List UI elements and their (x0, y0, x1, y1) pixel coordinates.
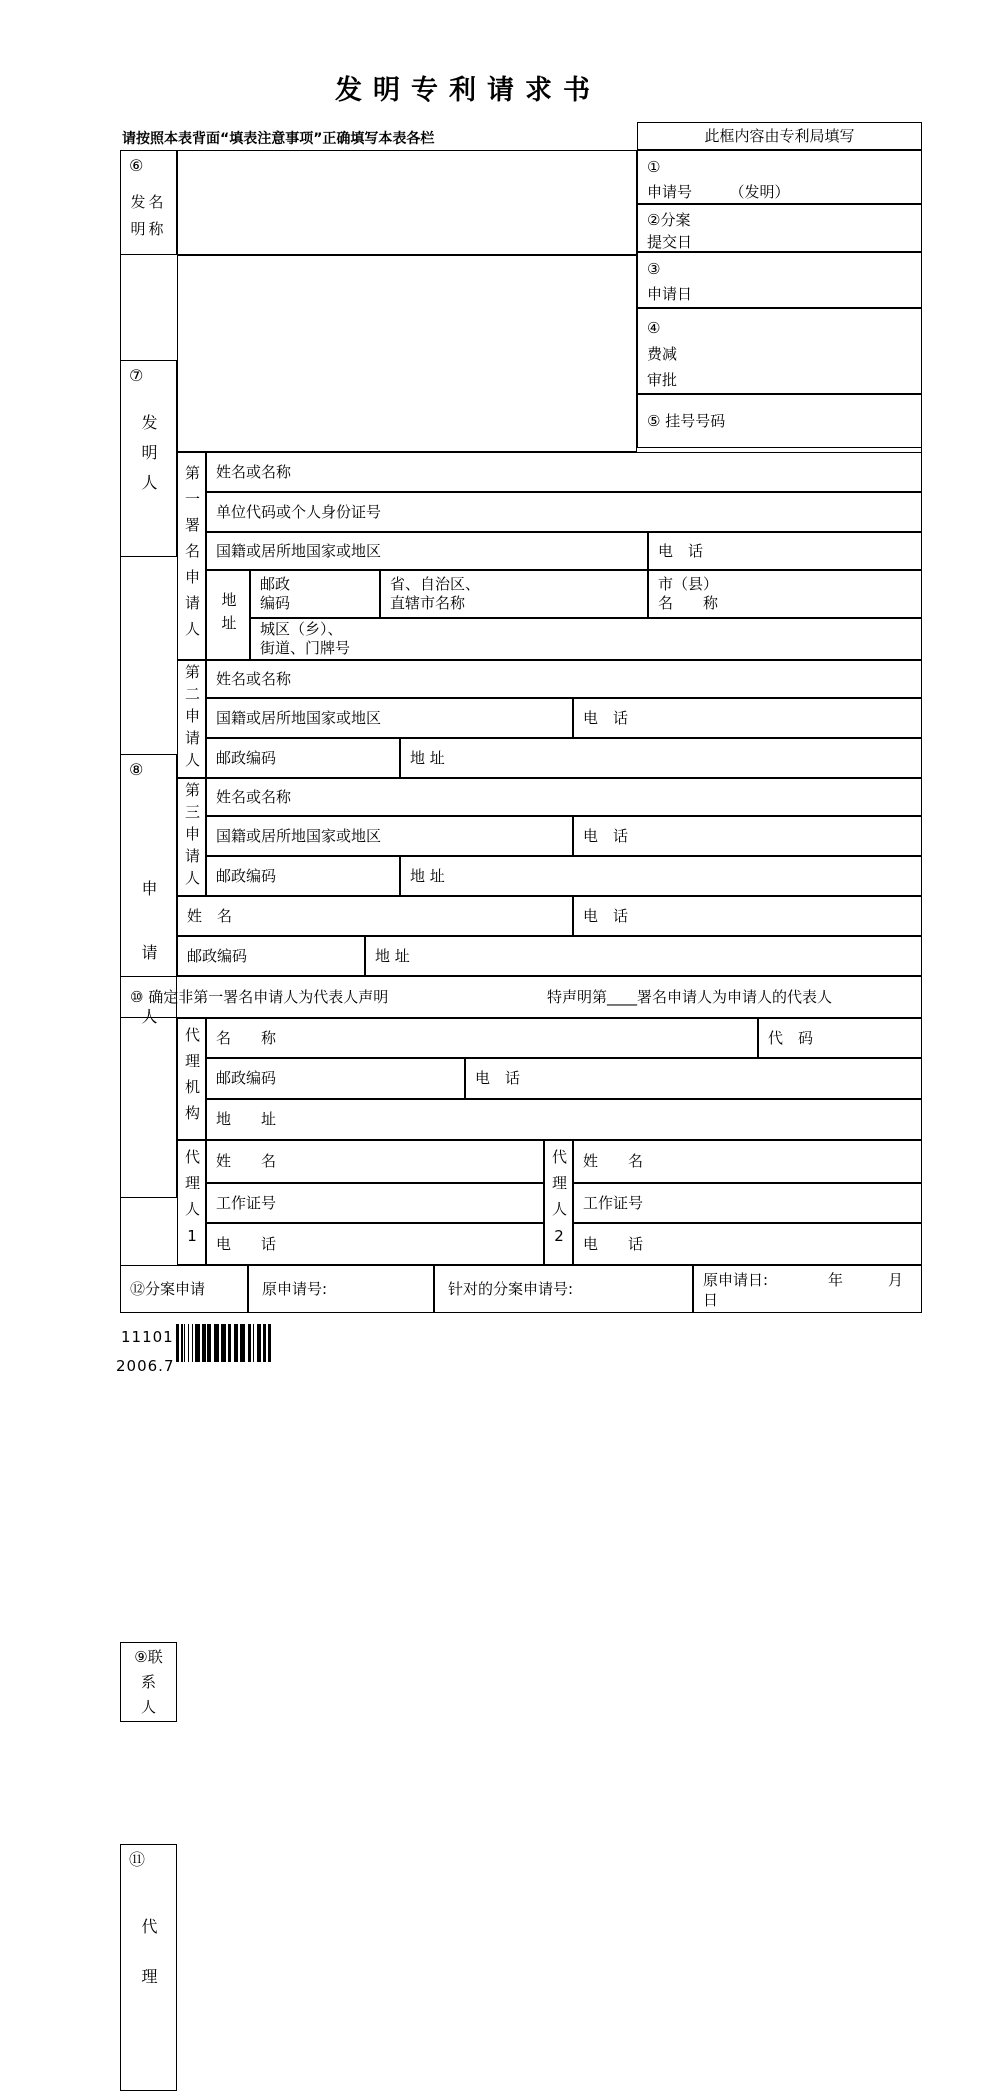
registered-mail-number-label: ⑤ 挂号号码 (647, 411, 726, 430)
applicant1-phone-field[interactable]: 电 话 (648, 532, 922, 570)
contact-label-line1: ⑨联 (134, 1647, 163, 1666)
contact-name-field[interactable]: 姓 名 (177, 896, 573, 936)
invention-name-field[interactable] (177, 150, 637, 255)
fill-instruction: 请按照本表背面“填表注意事项”正确填写本表各栏 (122, 131, 435, 147)
agent2-side-label: 代理人2 (544, 1140, 573, 1265)
agent1-name-field[interactable]: 姓 名 (206, 1140, 544, 1183)
applicant1-nationality-field[interactable]: 国籍或居所地国家或地区 (206, 532, 648, 570)
office-box5[interactable] (637, 394, 922, 448)
section12-label: ⑫分案申请 (120, 1265, 248, 1313)
declaration-statement: 特声明第____署名申请人为申请人的代表人 (547, 987, 833, 1006)
section8-number: ⑧ (129, 760, 144, 779)
applicant3-name-field[interactable]: 姓名或名称 (206, 778, 922, 816)
section11-label (120, 1844, 177, 2091)
agency-section-label: 代理 (139, 1917, 158, 2018)
form-edition-date: 2006.7 (116, 1357, 175, 1375)
section7-label (120, 360, 177, 557)
office-box1[interactable] (637, 150, 922, 204)
original-application-number-field[interactable]: 原申请号: (248, 1265, 434, 1313)
declaration-title: ⑩ 确定非第一署名申请人为代表人声明 (130, 987, 389, 1006)
applicant2-phone-field[interactable]: 电 话 (573, 698, 922, 738)
agent1-side-label: 代理人1 (177, 1140, 206, 1265)
fee-reduction-label-line1: 费减 (647, 345, 678, 363)
applicant2-side-label: 第二申请人 (177, 660, 206, 778)
box3-number: ③ (647, 260, 661, 278)
barcode (176, 1324, 280, 1362)
applicant2-name-field[interactable]: 姓名或名称 (206, 660, 922, 698)
division-label-line2: 提交日 (647, 233, 693, 251)
applicant1-province-field[interactable]: 省、自治区、 直辖市名称 (380, 570, 648, 618)
contact-address-field[interactable]: 地 址 (365, 936, 922, 976)
applicant1-side-label: 第一署名申请人 (177, 452, 206, 660)
office-box4[interactable] (637, 308, 922, 394)
agent2-work-cert-field[interactable]: 工作证号 (573, 1183, 922, 1223)
form-number: 11101 (121, 1328, 174, 1346)
original-filing-date-field[interactable]: 原申请日: 年 月 日 (693, 1265, 922, 1313)
office-box3[interactable] (637, 252, 922, 308)
applicant3-postal-code-field[interactable]: 邮政编码 (206, 856, 400, 896)
applicant3-nationality-field[interactable]: 国籍或居所地国家或地区 (206, 816, 573, 856)
section6-number: ⑥ (129, 156, 144, 175)
contact-label-line2: 系 (140, 1672, 156, 1691)
contact-label-line3: 人 (140, 1697, 156, 1716)
section9-label (120, 1642, 177, 1722)
division-label-line1: ②分案 (647, 211, 691, 229)
filing-date-label: 申请日 (647, 285, 693, 303)
fee-reduction-label-line2: 审批 (647, 371, 678, 389)
applicant1-address-label: 地址 (206, 570, 250, 660)
applicant1-postal-code-field[interactable]: 邮政 编码 (250, 570, 380, 618)
agency-phone-field[interactable]: 电 话 (465, 1058, 922, 1099)
inventors-field[interactable] (177, 255, 637, 452)
box1-number: ① (647, 158, 661, 176)
section6-label (120, 150, 177, 255)
page-title: 发明专利请求书 (335, 75, 601, 106)
box4-number: ④ (647, 319, 661, 337)
applicant1-id-code-field[interactable]: 单位代码或个人身份证号 (206, 492, 922, 532)
office-box2[interactable] (637, 204, 922, 252)
inventors-label: 发明人 (139, 413, 158, 504)
applicant1-street-field[interactable]: 城区（乡）、 街道、门牌号 (250, 618, 922, 660)
applicant1-name-field[interactable]: 姓名或名称 (206, 452, 922, 492)
applicant1-city-field[interactable]: 市（县） 名 称 (648, 570, 922, 618)
section11-number: ⑪ (129, 1850, 146, 1869)
contact-phone-field[interactable]: 电 话 (573, 896, 922, 936)
agency-side-label: 代理机构 (177, 1018, 206, 1140)
agent1-work-cert-field[interactable]: 工作证号 (206, 1183, 544, 1223)
applicants-label: 申请人 (139, 880, 158, 1072)
agency-name-field[interactable]: 名 称 (206, 1018, 758, 1058)
invention-name-label-line2: 明称 (130, 219, 167, 238)
office-use-header: 此框内容由专利局填写 (637, 122, 922, 150)
agent2-phone-field[interactable]: 电 话 (573, 1223, 922, 1265)
applicant3-address-field[interactable]: 地 址 (400, 856, 922, 896)
applicant3-side-label: 第三申请人 (177, 778, 206, 896)
section7-number: ⑦ (129, 366, 144, 385)
application-number-label: 申请号 （发明） (647, 183, 790, 201)
applicant2-postal-code-field[interactable]: 邮政编码 (206, 738, 400, 778)
representative-declaration-row[interactable] (120, 976, 922, 1018)
invention-name-label-line1: 发名 (130, 192, 167, 211)
agent1-phone-field[interactable]: 电 话 (206, 1223, 544, 1265)
agency-postal-code-field[interactable]: 邮政编码 (206, 1058, 465, 1099)
agency-code-field[interactable]: 代 码 (758, 1018, 922, 1058)
contact-postal-code-field[interactable]: 邮政编码 (177, 936, 365, 976)
target-divisional-number-field[interactable]: 针对的分案申请号: (434, 1265, 693, 1313)
applicant3-phone-field[interactable]: 电 话 (573, 816, 922, 856)
applicant2-address-field[interactable]: 地 址 (400, 738, 922, 778)
agent2-name-field[interactable]: 姓 名 (573, 1140, 922, 1183)
agency-address-field[interactable]: 地 址 (206, 1099, 922, 1140)
applicant2-nationality-field[interactable]: 国籍或居所地国家或地区 (206, 698, 573, 738)
